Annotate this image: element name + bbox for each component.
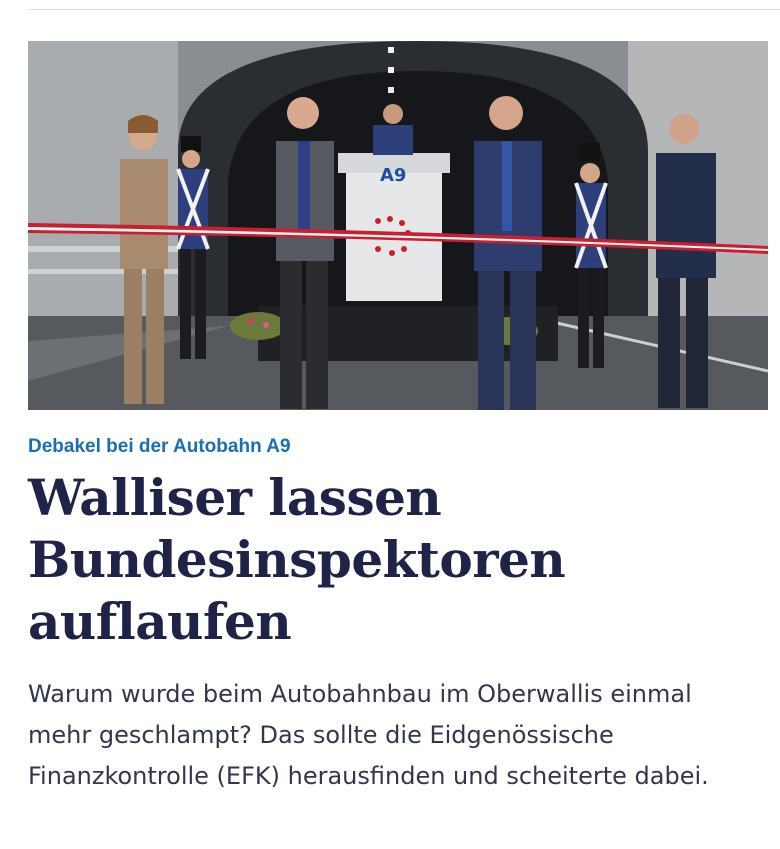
article-lead: Warum wurde beim Autobahnbau im Oberwallis einmal mehr geschlampt? Das sollte die Eidgenössische Finanzkontrolle (EFK) herausfinden und scheiterte dabei. bbox=[28, 680, 709, 790]
svg-text:A9: A9 bbox=[380, 165, 407, 186]
article-kicker[interactable]: Debakel bei der Autobahn A9 bbox=[28, 436, 291, 457]
top-divider bbox=[28, 9, 780, 10]
article-hero-image[interactable] bbox=[28, 41, 768, 410]
ribbon-cutting-photo bbox=[28, 41, 768, 410]
article-headline[interactable]: Walliser lassen Bundesinspektoren auflaufen bbox=[28, 468, 566, 651]
